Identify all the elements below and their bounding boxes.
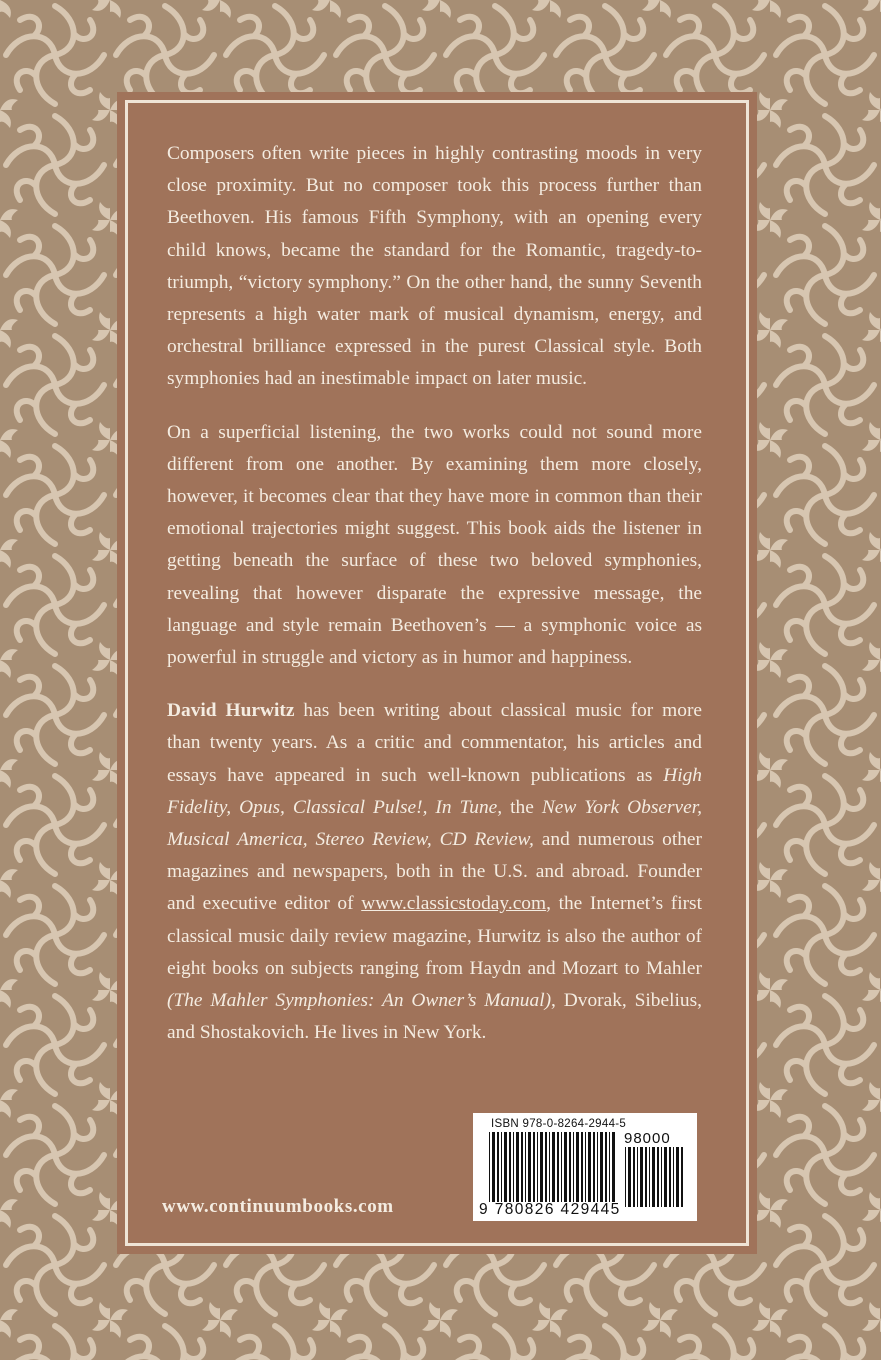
- barcode-bar: [612, 1132, 615, 1202]
- barcode-bar: [569, 1132, 571, 1202]
- isbn-barcode: [473, 1113, 697, 1221]
- barcode-bar: [661, 1147, 662, 1207]
- barcode-bar: [657, 1147, 659, 1207]
- barcode-bar: [676, 1147, 679, 1207]
- barcode-bar: [576, 1132, 579, 1202]
- bio-text-3: and numerous other magazines and newspapers, both in the U.S. and abroad. Founder and executive editor of: [167, 829, 702, 915]
- barcode-bar: [533, 1132, 535, 1202]
- barcode-bar: [537, 1132, 538, 1202]
- barcode-bar: [637, 1147, 638, 1207]
- barcode-bar: [581, 1132, 583, 1202]
- isbn-label: ISBN 978-0-8264-2944-5: [491, 1118, 627, 1130]
- barcode-bar: [645, 1147, 647, 1207]
- barcode-bar: [521, 1132, 523, 1202]
- barcode-bar: [664, 1147, 667, 1207]
- barcode-bar: [501, 1132, 502, 1202]
- barcode-bar: [652, 1147, 655, 1207]
- barcode-bar: [600, 1132, 603, 1202]
- barcode-bar: [528, 1132, 531, 1202]
- barcode-bar: [552, 1132, 555, 1202]
- bio-text-5: , Dvorak, Sibelius, and Shostakovich. He lives in New York.: [167, 990, 702, 1044]
- barcode-bar: [585, 1132, 586, 1202]
- blurb-paragraph-1: Composers often write pieces in highly contrasting moods in very close proximity. But no composer took this process further than Beethoven. His famous Fifth Symphony, with an opening every child knows, became the standard for the Romantic, tragedy-to-triumph, “victory symphony.” On the other hand, the sunny Seventh represents a high water mark of musical dynamism, energy, and orchestral brilliance expressed in the purest Classical style. Both symphonies had an inestimable impact on later music.: [167, 143, 702, 390]
- back-cover-text: [167, 138, 702, 1070]
- barcode-bar: [545, 1132, 547, 1202]
- barcode-bar: [497, 1132, 499, 1202]
- barcode-bar: [669, 1147, 671, 1207]
- barcode-bar: [649, 1147, 650, 1207]
- ean-number-label: 9 780826 429445: [479, 1201, 621, 1218]
- barcode-bar: [504, 1132, 507, 1202]
- bio-publications-1: High Fidelity, Opus, Classical Pulse!, In Tune,: [167, 764, 702, 818]
- bio-book-title: (The Mahler Symphonies: An Owner’s Manual): [167, 990, 552, 1012]
- publisher-url[interactable]: www.continuumbooks.com: [162, 1196, 394, 1217]
- barcode-bar: [633, 1147, 635, 1207]
- bio-text-2: the: [502, 796, 542, 818]
- barcode-bar: [640, 1147, 643, 1207]
- barcode-bar: [489, 1132, 490, 1202]
- barcode-bar: [588, 1132, 591, 1202]
- bio-publications-2: New York Observer, Musical America, Stereo Review, CD Review,: [167, 796, 703, 851]
- barcode-bar: [625, 1147, 626, 1207]
- barcode-bar: [557, 1132, 559, 1202]
- barcode-bar: [628, 1147, 631, 1207]
- barcode-bar: [593, 1132, 595, 1202]
- barcode-bar: [492, 1132, 495, 1202]
- back-cover-panel: [117, 92, 757, 1254]
- barcode-bar: [564, 1132, 567, 1202]
- barcode-bar: [509, 1132, 511, 1202]
- barcode-bar: [549, 1132, 550, 1202]
- classicstoday-link[interactable]: www.classicstoday.com: [361, 893, 547, 915]
- barcode-bar: [525, 1132, 526, 1202]
- blurb-paragraph-2: On a superficial listening, the two works could not sound more different from one another. By examining them more closely, however, it becomes clear that they have more in common than their emotional trajectories might suggest. This book aids the listener in getting beneath the surface of these two beloved symphonies, revealing that however disparate the expressive message, the language and style remain Beethoven’s — a symphonic voice as powerful in struggle and victory as in humor and happiness.: [167, 421, 702, 669]
- bio-text-4: , the Internet’s first classical music daily review magazine, Hurwitz is also the author of eight books on subjects ranging from Haydn and Mozart to Mahler: [167, 893, 702, 979]
- barcode-bar: [573, 1132, 574, 1202]
- barcode-bar: [597, 1132, 598, 1202]
- barcode-bar: [561, 1132, 562, 1202]
- barcode-bar: [540, 1132, 543, 1202]
- price-code-label: 98000: [624, 1130, 671, 1147]
- barcode-bar: [673, 1147, 674, 1207]
- barcode-bar: [605, 1132, 607, 1202]
- barcode-bar: [681, 1147, 683, 1207]
- author-name: David Hurwitz: [167, 700, 295, 722]
- author-bio: [167, 695, 702, 1049]
- barcode-bar: [609, 1132, 610, 1202]
- ean-barcode-bars: [489, 1132, 617, 1202]
- barcode-bar: [516, 1132, 519, 1202]
- bio-text-1: has been writing about classical music for more than twenty years. As a critic and commentator, his articles and essays have appeared in such well-known publications as: [167, 700, 703, 786]
- price-barcode-bars: [625, 1147, 685, 1207]
- barcode-bar: [513, 1132, 514, 1202]
